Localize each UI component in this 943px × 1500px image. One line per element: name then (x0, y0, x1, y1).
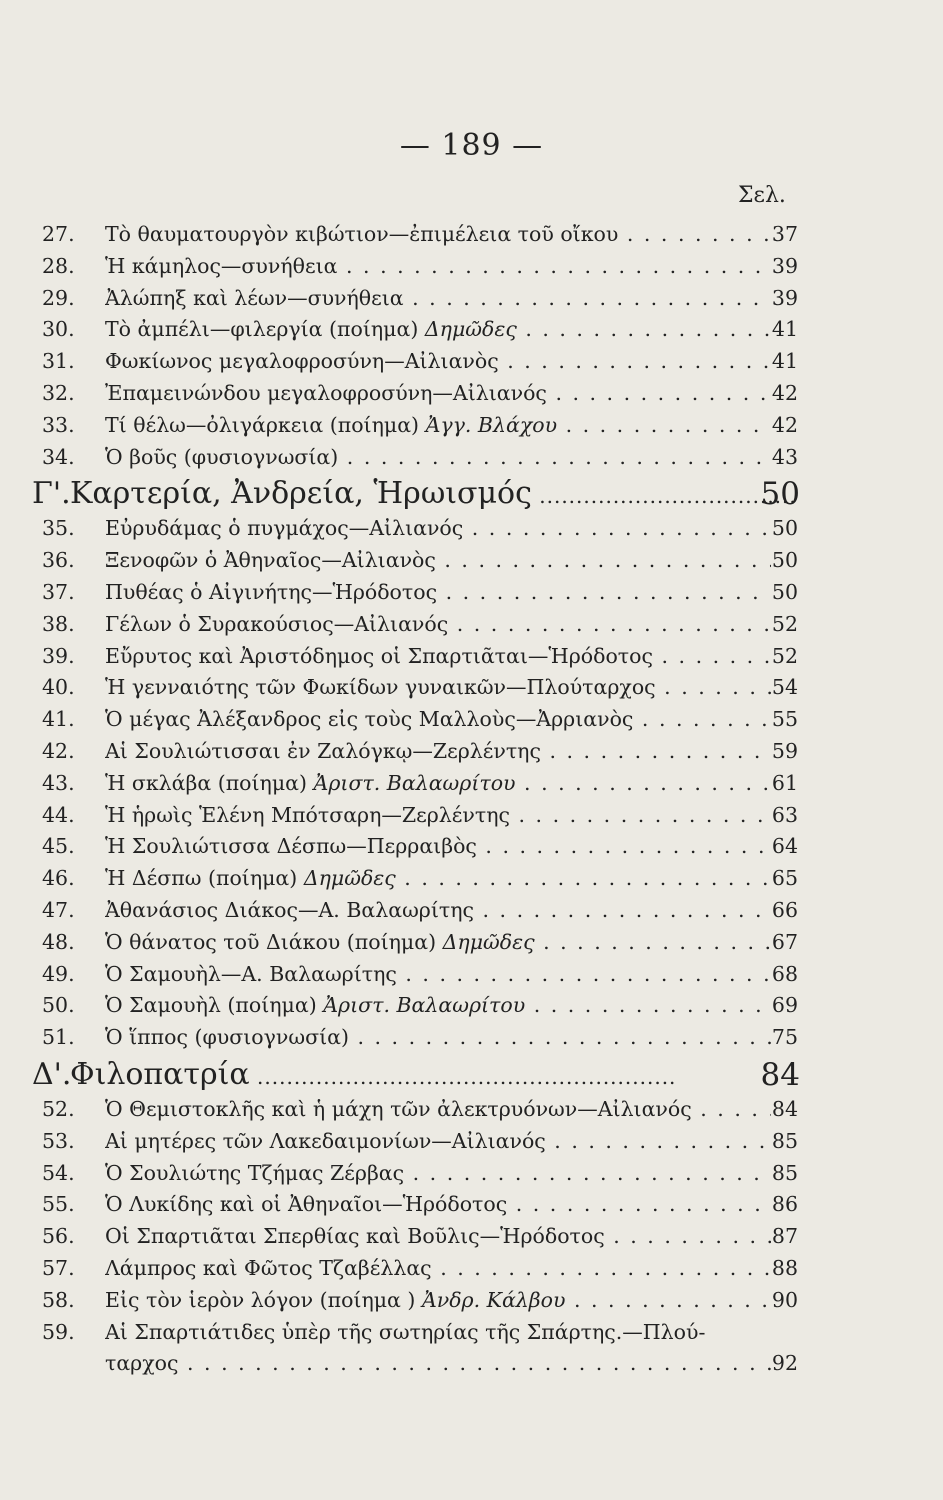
entry-text: ταρχος (105, 1351, 179, 1376)
entry-text: Ὁ Σαμουὴλ (ποίημα) (105, 993, 317, 1018)
page-column-header: Σελ. (738, 183, 786, 208)
entry-text: Λάμπρος καὶ Φῶτος Τζαβέλλας (105, 1256, 432, 1280)
toc-entry (0, 1220, 943, 1252)
toc-entry (0, 989, 943, 1021)
entry-number: 34. (42, 444, 75, 469)
entry-title (105, 894, 771, 926)
entry-number: 36. (42, 548, 75, 573)
entry-text: Ἡ σκλάβα (ποίημα) (105, 770, 308, 795)
toc-entry (0, 512, 943, 544)
entry-title (105, 576, 771, 608)
entry-author: Δημῶδες (303, 866, 396, 891)
toc-entry (0, 218, 943, 250)
entry-number: 38. (42, 611, 75, 636)
entry-title (105, 1021, 771, 1053)
entry-text: Γέλων ὁ Συρακούσιος—Αἰλιανός (105, 611, 449, 636)
entry-page: 68 (771, 961, 798, 986)
section-label: Γ'. (32, 476, 71, 512)
entry-number: 32. (42, 381, 75, 405)
entry-page: 65 (771, 866, 798, 891)
entry-text: Ἐπαμεινώνδου μεγαλοφροσύνη—Αἰλιανός (105, 381, 547, 405)
entry-number: 48. (42, 929, 75, 954)
entry-text: Ἀλώπηξ καὶ λέων—συνήθεια (105, 285, 404, 310)
entry-title (105, 799, 771, 831)
toc-entry (0, 894, 943, 926)
toc-entry (0, 377, 943, 409)
entry-title (105, 409, 771, 441)
section-page: 50 (760, 476, 800, 513)
toc-entry (0, 1284, 943, 1316)
entry-page: 59 (771, 739, 798, 763)
entry-title (105, 926, 771, 958)
entry-title (105, 989, 771, 1021)
entry-title (105, 313, 771, 345)
entry-number: 59. (42, 1319, 75, 1344)
toc-entry (0, 830, 943, 862)
entry-title (105, 441, 771, 473)
entry-text: Εὐρυδάμας ὁ πυγμάχος—Αἰλιανός (105, 516, 464, 541)
entry-number: 55. (42, 1192, 75, 1217)
toc-entry (0, 282, 943, 314)
entry-page: 54 (771, 675, 798, 700)
entry-number: 39. (42, 643, 75, 668)
entry-title (105, 512, 771, 544)
entry-page: 69 (771, 993, 798, 1018)
entry-number: 51. (42, 1025, 75, 1050)
entry-text: Τί θέλω—ὀλιγάρκεια (ποίημα) (105, 412, 420, 437)
entry-page: 41 (771, 349, 798, 374)
section-page: 84 (760, 1057, 800, 1093)
entry-page: 85 (771, 1160, 798, 1185)
entry-page: 43 (771, 444, 798, 469)
entry-title (105, 377, 771, 409)
entry-text: Τὸ ἀμπέλι—φιλεργία (ποίημα) (105, 317, 419, 342)
entry-page: 50 (771, 516, 798, 541)
toc-entry (0, 799, 943, 831)
entry-number: 31. (42, 349, 75, 374)
entry-text: Ἡ Δέσπω (ποίημα) (105, 866, 298, 891)
toc-entry (0, 735, 943, 767)
entry-text: Αἱ μητέρες τῶν Λακεδαιμονίων—Αἰλιανός (105, 1128, 546, 1153)
entry-title (105, 1284, 771, 1316)
entry-text: Φωκίωνος μεγαλοφροσύνη—Αἰλιανὸς (105, 349, 499, 374)
toc-entry (0, 1125, 943, 1157)
entry-title (105, 218, 771, 250)
entry-author: Ἀνδρ. Κάλβου (421, 1287, 566, 1312)
entry-page: 84 (771, 1097, 798, 1121)
entry-title (105, 735, 771, 767)
entry-text: Πυθέας ὁ Αἰγινήτης—Ἡρόδοτος (105, 580, 438, 604)
entry-number: 52. (42, 1097, 75, 1121)
toc-entry (0, 608, 943, 640)
entry-text: Ὁ Λυκίδης καὶ οἱ Ἀθηναῖοι—Ἡρόδοτος (105, 1192, 508, 1217)
toc-entry (0, 250, 943, 282)
toc-entry (0, 441, 943, 473)
entry-title (105, 862, 771, 894)
entry-text: Ὁ ἵππος (φυσιογνωσία) (105, 1025, 349, 1050)
entry-title (105, 1252, 771, 1284)
entry-number: 35. (42, 516, 75, 541)
entry-title (105, 1188, 771, 1220)
entry-title (105, 640, 771, 672)
entry-number: 53. (42, 1128, 75, 1153)
entry-page: 39 (771, 253, 798, 278)
entry-number: 43. (42, 770, 75, 795)
entry-text: Ὁ μέγας Ἀλέξανδρος εἰς τοὺς Μαλλοὺς—Ἀρριανὸς (105, 707, 634, 732)
toc-entry (0, 958, 943, 990)
entry-text: Τὸ θαυματουργὸν κιβώτιον—ἐπιμέλεια τοῦ οἴκου (105, 222, 619, 246)
page-number: — 189 — (399, 128, 544, 163)
entry-number: 27. (42, 222, 75, 246)
entry-number: 47. (42, 898, 75, 922)
entry-text: Ὁ θάνατος τοῦ Διάκου (ποίημα) (105, 929, 437, 954)
toc-entry (0, 767, 943, 799)
entry-number: 54. (42, 1160, 75, 1185)
toc-entry (0, 1316, 943, 1348)
entry-title (105, 767, 771, 799)
entry-page: 86 (771, 1192, 798, 1217)
toc-entry (0, 1157, 943, 1189)
entry-number: 49. (42, 961, 75, 986)
entry-title (105, 1093, 771, 1125)
entry-page: 52 (771, 611, 798, 636)
entry-text: Εὔρυτος καὶ Ἀριστόδημος οἱ Σπαρτιᾶται—Ἡρόδοτος (105, 643, 653, 668)
entry-title (105, 1347, 771, 1379)
toc-entry (0, 544, 943, 576)
entry-title (105, 544, 771, 576)
entry-text: Ἡ γενναιότης τῶν Φωκίδων γυναικῶν—Πλούταρχος (105, 675, 656, 700)
section-label: Δ'. (32, 1057, 72, 1092)
entry-page: 67 (771, 929, 798, 954)
entry-text: Ἡ ἡρωὶς Ἑλένη Μπότσαρη—Ζερλέντης (105, 802, 510, 827)
toc-entry (0, 1188, 943, 1220)
toc-entry (0, 345, 943, 377)
entry-page: 50 (771, 580, 798, 604)
entry-title (105, 345, 771, 377)
entry-number: 45. (42, 834, 75, 859)
entry-page: 88 (771, 1256, 798, 1280)
entry-text: Ξενοφῶν ὁ Ἀθηναῖος—Αἰλιανὸς (105, 548, 436, 573)
entry-title (105, 282, 771, 314)
entry-page: 61 (771, 770, 798, 795)
entry-number: 30. (42, 317, 75, 342)
entry-author: Δημῶδες (442, 929, 535, 954)
entry-title (105, 958, 771, 990)
entry-text: Ἡ Σουλιώτισσα Δέσπω—Περραιβὸς (105, 834, 477, 859)
entry-page: 64 (771, 834, 798, 859)
entry-page: 50 (771, 548, 798, 573)
entry-number: 33. (42, 412, 75, 437)
entry-number: 41. (42, 707, 75, 732)
entry-title (105, 250, 771, 282)
section-heading (0, 474, 943, 514)
entry-title (105, 703, 771, 735)
entry-number: 57. (42, 1256, 75, 1280)
entry-page: 92 (771, 1351, 798, 1376)
entry-page: 75 (771, 1025, 798, 1050)
entry-title (105, 1157, 771, 1189)
entry-page: 87 (771, 1224, 798, 1249)
entry-page: 66 (771, 898, 798, 922)
entry-title (105, 608, 771, 640)
entry-page: 90 (771, 1287, 798, 1312)
entry-number: 58. (42, 1287, 75, 1312)
entry-text: Ὁ βοῦς (φυσιογνωσία) (105, 444, 339, 469)
entry-page: 42 (771, 381, 798, 405)
entry-author: Ἀριστ. Βαλαωρίτου (313, 770, 516, 795)
entry-text: Ἡ κάμηλος—συνήθεια (105, 253, 338, 278)
toc-entry (0, 671, 943, 703)
entry-text: Οἱ Σπαρτιᾶται Σπερθίας καὶ Βοῦλις—Ἡρόδοτος (105, 1224, 605, 1249)
entry-page: 52 (771, 643, 798, 668)
entry-number: 44. (42, 802, 75, 827)
toc-entry (0, 1347, 943, 1379)
toc-entry (0, 703, 943, 735)
entry-number: 56. (42, 1224, 75, 1249)
entry-page: 42 (771, 412, 798, 437)
toc-entry (0, 640, 943, 672)
entry-text: Ἀθανάσιος Διάκος—Α. Βαλαωρίτης (105, 898, 474, 922)
entry-title (105, 1316, 771, 1348)
entry-text: Ὁ Σουλιώτης Τζήμας Ζέρβας (105, 1160, 405, 1185)
entry-title (105, 671, 771, 703)
toc-entry (0, 1093, 943, 1125)
entry-author: Ἀγγ. Βλάχου (425, 412, 558, 437)
toc-entry (0, 576, 943, 608)
section-title: Φιλοπατρία ..... (70, 1055, 795, 1097)
entry-number: 50. (42, 993, 75, 1018)
entry-text: Αἱ Σουλιώτισσαι ἐν Ζαλόγκῳ—Ζερλέντης (105, 739, 541, 763)
entry-text: Ὁ Σαμουὴλ—Α. Βαλαωρίτης (105, 961, 397, 986)
entry-page: 55 (771, 707, 798, 732)
toc-entry (0, 1252, 943, 1284)
entry-number: 46. (42, 866, 75, 891)
entry-text: Ὁ Θεμιστοκλῆς καὶ ἡ μάχη τῶν ἀλεκτρυόνων—Αἰλιανός (105, 1097, 692, 1121)
entry-title (105, 1220, 771, 1252)
toc-entry (0, 1021, 943, 1053)
entry-page: 63 (771, 802, 798, 827)
entry-page: 37 (771, 222, 798, 246)
entry-number: 40. (42, 675, 75, 700)
section-title: Καρτερία, Ἀνδρεία, Ἡρωισμός ..... (70, 474, 795, 516)
entry-number: 28. (42, 253, 75, 278)
section-heading (0, 1055, 943, 1095)
entry-title (105, 830, 771, 862)
entry-page: 41 (771, 317, 798, 342)
entry-text: Αἱ Σπαρτιάτιδες ὑπὲρ τῆς σωτηρίας τῆς Σπάρτης.—Πλού- (105, 1319, 706, 1344)
toc-entry (0, 313, 943, 345)
toc-entry (0, 926, 943, 958)
entry-number: 42. (42, 739, 75, 763)
entry-title (105, 1125, 771, 1157)
entry-number: 37. (42, 580, 75, 604)
entry-author: Ἀριστ. Βαλαωρίτου (323, 993, 526, 1018)
entry-page: 85 (771, 1128, 798, 1153)
entry-number: 29. (42, 285, 75, 310)
entry-page: 39 (771, 285, 798, 310)
toc-entry (0, 409, 943, 441)
entry-author: Δημῶδες (424, 317, 517, 342)
toc-entry (0, 862, 943, 894)
entry-text: Εἰς τὸν ἱερὸν λόγον (ποίημα ) (105, 1287, 416, 1312)
